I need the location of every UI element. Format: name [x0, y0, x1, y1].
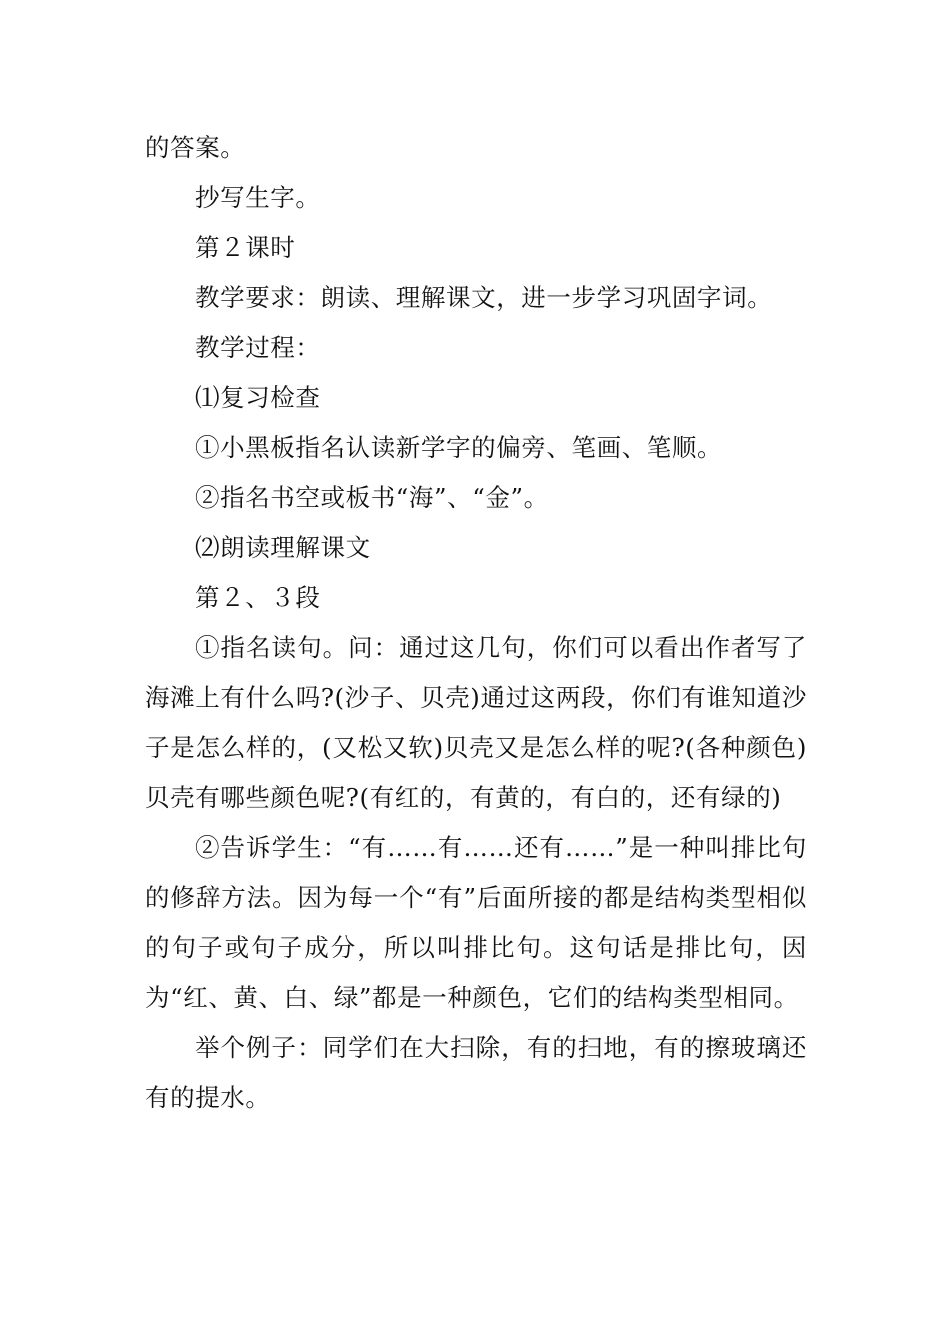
document-page	[145, 123, 807, 1123]
paragraph-review-check: ⑴复习检查	[195, 383, 321, 412]
paragraph-read-sentences: ①指名读句。问：通过这几句，你们可以看出作者写了海滩上有什么吗?(沙子、贝壳)通过这两段，你们有谁知道沙子是怎么样的，(又松又软)贝壳又是怎么样的呢?(各种颜色)贝壳有哪些颜色呢?(有红的，有黄的，有白的，还有绿的)	[145, 633, 807, 812]
paragraph-lesson-2: 第２课时	[195, 233, 296, 262]
paragraph-example: 举个例子：同学们在大扫除，有的扫地，有的擦玻璃还有的提水。	[145, 1033, 807, 1112]
paragraph-air-writing: ②指名书空或板书“海”、“金”。	[195, 483, 549, 512]
paragraph-teaching-requirements: 教学要求：朗读、理解课文，进一步学习巩固字词。	[195, 283, 773, 312]
paragraph-read-understand: ⑵朗读理解课文	[195, 533, 371, 562]
paragraph-teaching-process: 教学过程：	[195, 333, 321, 362]
paragraph-copy-characters: 抄写生字。	[195, 183, 321, 212]
paragraph-answer-end: 的答案。	[145, 133, 246, 162]
paragraph-sections-2-3: 第２、３段	[195, 583, 321, 612]
paragraph-parallelism: ②告诉学生：“有……有……还有……”是一种叫排比句的修辞方法。因为每一个“有”后面所接的都是结构类型相似的句子或句子成分，所以叫排比句。这句话是排比句，因为“红、黄、白、绿”都是一种颜色，它们的结构类型相同。	[145, 833, 807, 1012]
paragraph-blackboard-reading: ①小黑板指名认读新学字的偏旁、笔画、笔顺。	[195, 433, 723, 462]
